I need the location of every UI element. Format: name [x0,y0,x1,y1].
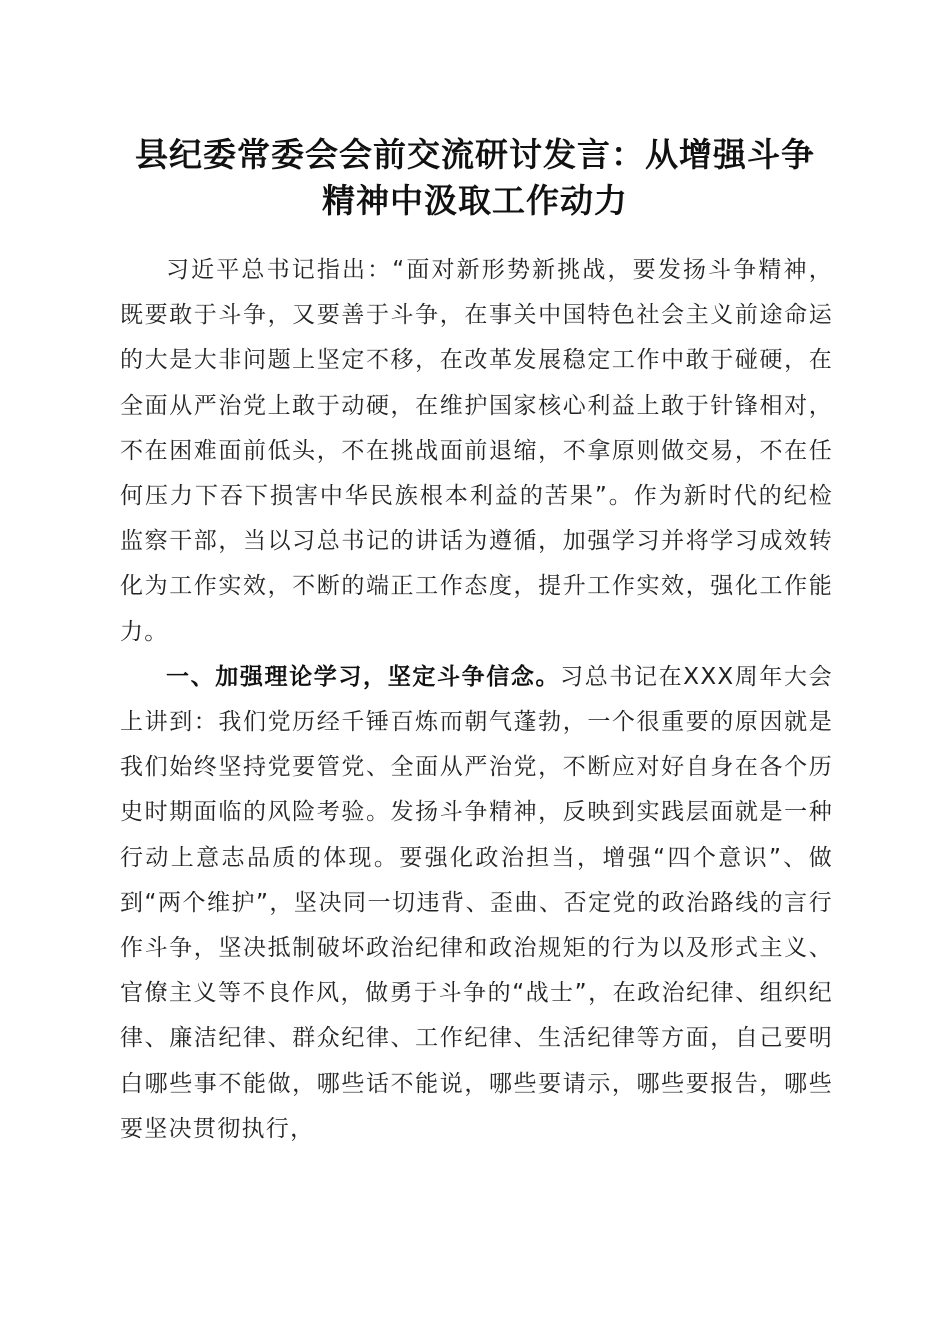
paragraph-1-text: 习近平总书记指出：“面对新形势新挑战，要发扬斗争精神，既要敢于斗争，又要善于斗争，在事关中国特色社会主义前途命运的大是大非问题上坚定不移，在改革发展稳定工作中敢于碰硬，在全面从严治党上敢于动硬，在维护国家核心利益上敢于针锋相对，不在困难面前低头，不在挑战面前退缩，不拿原则做交易，不在任何压力下吞下损害中华民族根本利益的苦果”。作为新时代的纪检监察干部，当以习总书记的讲话为遵循，加强学习并将学习成效转化为工作实效，不断的端正工作态度，提升工作实效，强化工作能力。 [120,257,833,645]
document-title [100,132,850,224]
section-heading-1: 一、加强理论学习，坚定斗争信念。 [166,663,561,690]
document-title-line-1: 县纪委常委会会前交流研讨发言：从增强斗争 [135,135,815,174]
body-paragraph-2 [120,655,833,1152]
paragraph-2-text: 习总书记在XXX周年大会上讲到：我们党历经千锤百炼而朝气蓬勃，一个很重要的原因就是我们始终坚持党要管党、全面从严治党，不断应对好自身在各个历史时期面临的风险考验。发扬斗争精神，反映到实践层面就是一种行动上意志品质的体现。要强化政治担当，增强“四个意识”、做到“两个维护”，坚决同一切违背、歪曲、否定党的政治路线的言行作斗争，坚决抵制破坏政治纪律和政治规矩的行为以及形式主义、官僚主义等不良作风，做勇于斗争的“战士”，在政治纪律、组织纪律、廉洁纪律、群众纪律、工作纪律、生活纪律等方面，自己要明白哪些事不能做，哪些话不能说，哪些要请示，哪些要报告，哪些要坚决贯彻执行， [120,663,833,1142]
document-body [120,248,833,1152]
document-title-line-2: 精神中汲取工作动力 [322,181,628,220]
body-paragraph-1 [120,248,833,655]
